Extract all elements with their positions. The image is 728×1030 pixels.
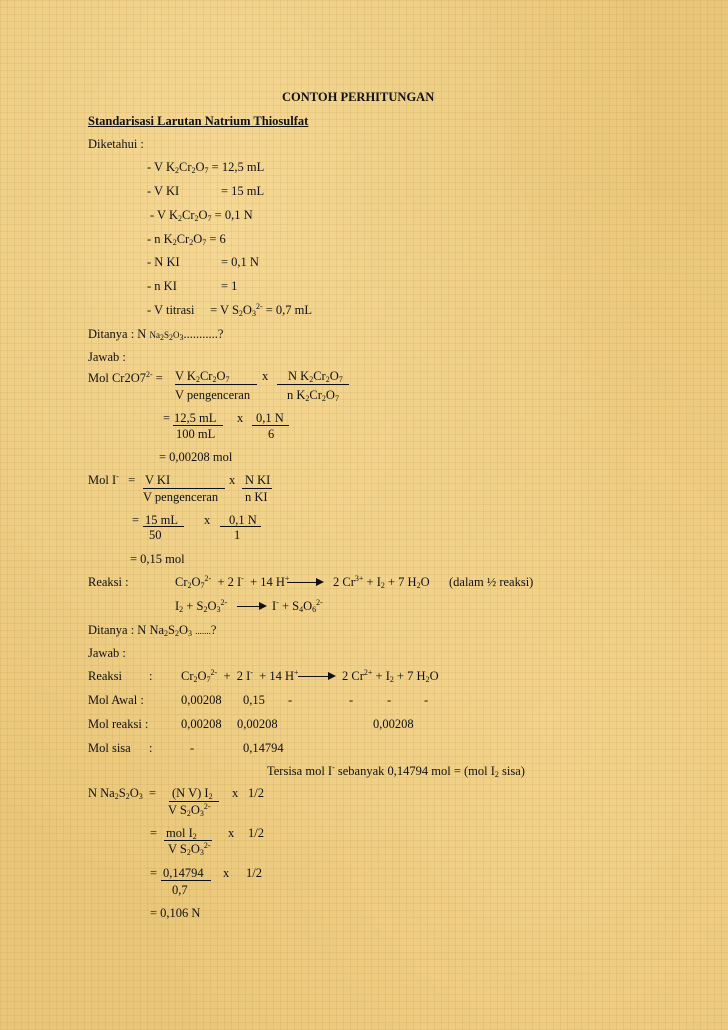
reaction-label: Reaksi : <box>88 575 129 589</box>
n-calc-label: N $Na_2S_2O_3$ = <box>88 786 157 801</box>
result-text: = 0,15 mol <box>130 552 185 566</box>
fraction-denominator: V $S_2O_3^{2-}$ <box>168 802 211 818</box>
table-reaction-label: Reaksi <box>88 669 123 683</box>
table-colon: : <box>149 669 153 683</box>
fraction-denominator: V pengenceran <box>143 490 219 504</box>
table-cell: - <box>288 693 293 707</box>
fraction-numerator: mol $I_2$ <box>166 826 197 841</box>
answer-label: Jawab : <box>88 350 126 364</box>
fraction-numerator: V KI <box>145 473 171 487</box>
fraction-numerator: V $K_2Cr_2O_7$ <box>175 369 230 384</box>
times-sign: x <box>228 826 235 840</box>
table-cell: 0,00208 <box>237 717 278 731</box>
fraction-line <box>277 384 349 385</box>
half-factor: 1/2 <box>248 826 264 840</box>
final-result: = 0,106 N <box>150 906 201 920</box>
fraction-numerator: 0,1 N <box>229 513 257 527</box>
table-cell: - <box>387 693 392 707</box>
fraction-numerator: 12,5 mL <box>174 411 217 425</box>
fraction-denominator: V pengenceran <box>175 388 251 402</box>
reaction-arrow <box>298 676 334 677</box>
known-item: - n $K_2Cr_2O_7 = 6$ <box>147 232 226 247</box>
table-cell: - <box>424 693 429 707</box>
fraction-line <box>173 425 223 426</box>
fraction-line <box>220 526 261 527</box>
reaction-products: 2 $Cr^{3+} + I_2 + 7$ $H_2O$ <box>333 574 430 590</box>
fraction-numerator: N KI <box>245 473 271 487</box>
times-sign: x <box>237 411 244 425</box>
times-sign: x <box>232 786 239 800</box>
fraction-numerator: 15 mL <box>145 513 178 527</box>
known-item: - V titrasi = V $S_2O_3^{2-} = 0,7$ mL <box>147 302 313 318</box>
fraction-line <box>161 880 211 881</box>
known-value: = 1 <box>221 279 238 293</box>
known-item: - V $K_2Cr_2O_7 = 12,5$ mL <box>147 160 265 175</box>
result-text: = 0,00208 mol <box>159 450 233 464</box>
fraction-line <box>175 384 257 385</box>
known-label: Diketahui : <box>88 137 144 151</box>
fraction-line <box>242 488 272 489</box>
reaction-arrow <box>287 582 322 583</box>
fraction-line <box>252 425 289 426</box>
equals-sign: = <box>132 513 140 527</box>
asked-text: Ditanya : N $Na_2S_2O_3$...........? <box>88 327 224 342</box>
reaction-equation: $Cr_2O_7^{2-} + 2$ I- + 14 H+ <box>175 574 290 590</box>
fraction-numerator: N $K_2Cr_2O_7$ <box>288 369 343 384</box>
known-item: - V KI <box>147 184 180 198</box>
table-cell: 0,15 <box>243 693 265 707</box>
table-cell: - <box>349 693 354 707</box>
known-value: = 0,1 N <box>221 255 259 269</box>
half-factor: 1/2 <box>248 786 264 800</box>
fraction-numerator: 0,1 N <box>256 411 284 425</box>
known-item: - n KI <box>147 279 177 293</box>
fraction-denominator: V $S_2O_3^{2-}$ <box>168 841 211 857</box>
table-cell: - <box>190 741 195 755</box>
known-item: - N KI <box>147 255 180 269</box>
times-sign: x <box>262 369 269 383</box>
reaction-note: (dalam ½ reaksi) <box>449 575 534 589</box>
reaction-arrow <box>237 606 265 607</box>
known-value: = 15 mL <box>221 184 265 198</box>
reaction-products: $I^- + S_4O_6^{2-}$ <box>272 598 323 614</box>
table-cell: 0,00208 <box>181 693 222 707</box>
equals-sign: = <box>163 411 171 425</box>
mol-i-label: Mol I- = <box>88 472 136 487</box>
fraction-denominator: 6 <box>268 427 275 441</box>
fraction-denominator: 1 <box>234 528 241 542</box>
mol-cr-label: Mol $Cr2O7^{2-}$ = <box>88 370 163 385</box>
table-row-label: Mol reaksi : <box>88 717 149 731</box>
page-title: CONTOH PERHITUNGAN <box>282 90 435 104</box>
times-sign: x <box>229 473 236 487</box>
fraction-denominator: 0,7 <box>172 883 188 897</box>
table-cell: 0,14794 <box>243 741 284 755</box>
fraction-line <box>169 801 219 802</box>
fraction-line <box>143 526 184 527</box>
times-sign: x <box>223 866 230 880</box>
fraction-numerator: 0,14794 <box>163 866 204 880</box>
fraction-line <box>143 488 225 489</box>
table-reactants: $Cr_2O_7^{2-} + 2$ I- + 14 H+ <box>181 668 299 684</box>
table-colon: : <box>149 741 153 755</box>
half-factor: 1/2 <box>246 866 262 880</box>
fraction-denominator: n $K_2Cr_2O_7$ <box>287 388 339 403</box>
table-cell: 0,00208 <box>373 717 414 731</box>
table-products: 2 $Cr^{2+} + I_2 + 7$ $H_2O$ <box>342 668 439 684</box>
known-item: - V $K_2Cr_2O_7 = 0,1$ N <box>150 208 253 223</box>
equals-sign: = <box>150 826 158 840</box>
table-cell: 0,00208 <box>181 717 222 731</box>
fraction-denominator: n KI <box>245 490 268 504</box>
equals-sign: = <box>150 866 158 880</box>
fraction-numerator: (N V) $I_2$ <box>172 786 213 801</box>
section-heading: Standarisasi Larutan Natrium Thiosulfat <box>88 114 309 128</box>
table-row-label: Mol Awal : <box>88 693 144 707</box>
table-row-label: Mol sisa <box>88 741 131 755</box>
table-note: Tersisa mol I- sebanyak 0,14794 mol = (mol $I_2$ sisa) <box>267 763 525 779</box>
times-sign: x <box>204 513 211 527</box>
asked-text: Ditanya : N $Na_2S_2O_3$ .......? <box>88 623 217 638</box>
fraction-denominator: 50 <box>149 528 162 542</box>
reaction-equation: $I_2 + S_2O_3^{2-}$ <box>175 598 228 614</box>
fraction-denominator: 100 mL <box>176 427 216 441</box>
answer-label: Jawab : <box>88 646 126 660</box>
